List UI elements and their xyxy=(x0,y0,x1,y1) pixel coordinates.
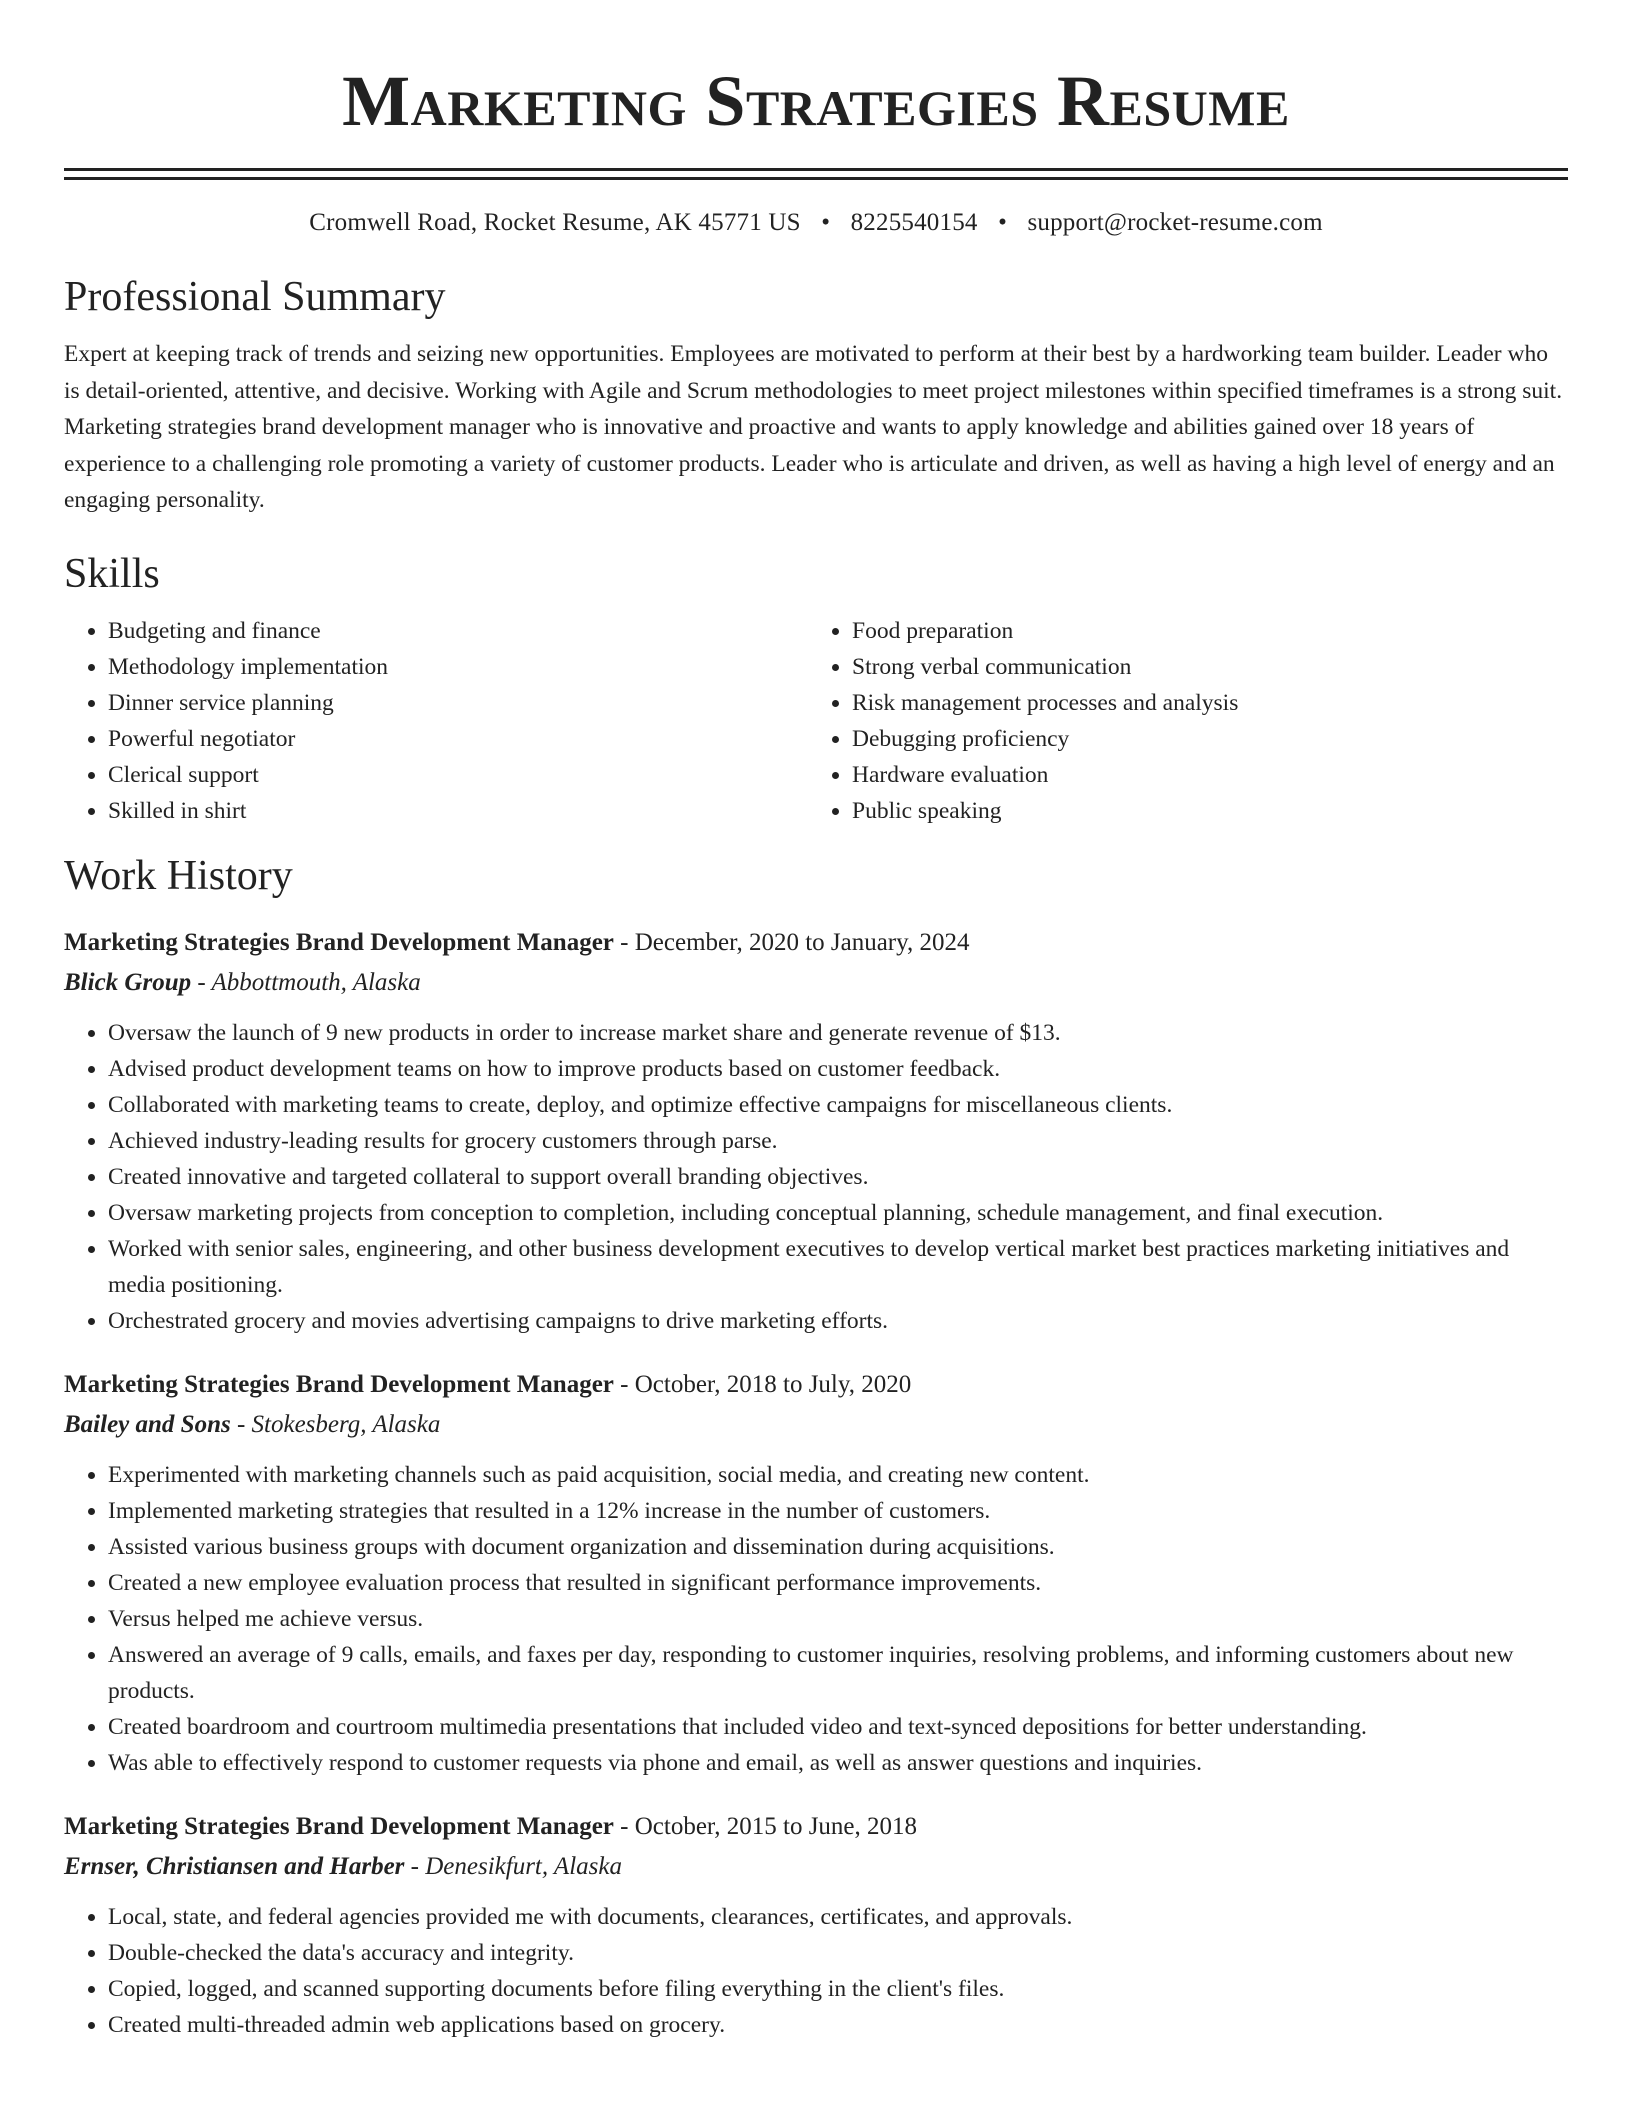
company-line xyxy=(64,965,1568,1001)
job-bullets xyxy=(64,1457,1568,1781)
contact-separator: • xyxy=(998,209,1008,236)
work-history-heading: Work History xyxy=(64,852,293,899)
skill-item: • Dinner service planning xyxy=(108,685,808,721)
job-bullet: • Experimented with marketing channels such as paid acquisition, social media, and creating new content. xyxy=(108,1457,1568,1493)
job-dates: December, 2020 to January, 2024 xyxy=(634,928,970,956)
job-bullets xyxy=(64,1015,1568,1339)
job-bullet: • Achieved industry-leading results for grocery customers through parse. xyxy=(108,1123,1568,1159)
company-location: Denesikfurt, Alaska xyxy=(425,1852,622,1880)
company-dash: - xyxy=(191,968,212,996)
job-bullet: • Versus helped me achieve versus. xyxy=(108,1601,1568,1637)
job-bullet: • Advised product development teams on how to improve products based on customer feedback. xyxy=(108,1051,1568,1087)
skill-item: • Public speaking xyxy=(852,793,1552,829)
skills-heading: Skills xyxy=(64,550,160,597)
skills-list-right xyxy=(808,613,1552,829)
job-bullet: • Local, state, and federal agencies provided me with documents, clearances, certificates, and approvals. xyxy=(108,1899,1568,1935)
contact-email: support@rocket-resume.com xyxy=(1027,209,1323,236)
company-dash: - xyxy=(230,1410,252,1438)
job-bullet: • Created a new employee evaluation process that resulted in significant performance improvements. xyxy=(108,1565,1568,1601)
job-bullet: • Oversaw the launch of 9 new products in order to increase market share and generate revenue of $13. xyxy=(108,1015,1568,1051)
job-title: Marketing Strategies Brand Development Manager xyxy=(64,1370,614,1398)
job-dash: - xyxy=(613,1812,635,1840)
company-line xyxy=(64,1407,1568,1443)
job-dash: - xyxy=(613,928,635,956)
job-bullet: • Created multi-threaded admin web applications based on grocery. xyxy=(108,2007,1568,2043)
resume-title: Marketing Strategies Resume xyxy=(342,61,1290,141)
skill-item: • Food preparation xyxy=(852,613,1552,649)
skill-item: • Powerful negotiator xyxy=(108,721,808,757)
job-bullet: • Collaborated with marketing teams to create, deploy, and optimize effective campaigns for miscellaneous clients. xyxy=(108,1087,1568,1123)
job-bullet: • Double-checked the data's accuracy and integrity. xyxy=(108,1935,1568,1971)
job-title-line xyxy=(64,1809,1568,1845)
job-title: Marketing Strategies Brand Development Manager xyxy=(64,1812,614,1840)
skill-item: • Budgeting and finance xyxy=(108,613,808,649)
summary-text: Expert at keeping track of trends and seizing new opportunities. Employees are motivated to perform at their best by a hardworking team builder. Leader who is detail-oriented, attentive, and decisive. Working with Agile and Scrum methodologies to meet project milestones within specified timeframes is a strong suit. Marketing strategies brand development manager who is innovative and proactive and wants to apply knowledge and abilities gained over 18 years of experience to a challenging role promoting a variety of customer products. Leader who is articulate and driven, as well as having a high level of energy and an engaging personality. xyxy=(64,341,1563,513)
contact-line xyxy=(64,208,1568,238)
job-bullet: • Implemented marketing strategies that resulted in a 12% increase in the number of customers. xyxy=(108,1493,1568,1529)
job-bullet: • Answered an average of 9 calls, emails, and faxes per day, responding to customer inquiries, resolving problems, and informing customers about new products. xyxy=(108,1637,1568,1709)
job-title-line xyxy=(64,1367,1568,1403)
skills-columns xyxy=(64,613,1568,829)
job-dates: October, 2015 to June, 2018 xyxy=(634,1812,918,1840)
job-bullet: • Orchestrated grocery and movies advertising campaigns to drive marketing efforts. xyxy=(108,1303,1568,1339)
company-dash: - xyxy=(404,1852,426,1880)
skill-item: • Hardware evaluation xyxy=(852,757,1552,793)
company-name: Blick Group xyxy=(64,968,192,996)
job-title-line xyxy=(64,925,1568,961)
summary-heading: Professional Summary xyxy=(64,274,446,320)
skill-item: • Risk management processes and analysis xyxy=(852,685,1552,721)
job-bullet: • Created innovative and targeted collateral to support overall branding objectives. xyxy=(108,1159,1568,1195)
job-bullet: • Copied, logged, and scanned supporting documents before filing everything in the client's files. xyxy=(108,1971,1568,2007)
title-divider-top xyxy=(64,168,1568,171)
company-name: Bailey and Sons xyxy=(64,1410,231,1438)
job-dash: - xyxy=(613,1370,635,1398)
job-entry xyxy=(64,925,1568,1339)
skill-item: • Clerical support xyxy=(108,757,808,793)
job-title: Marketing Strategies Brand Development Manager xyxy=(64,928,614,956)
job-entry xyxy=(64,1367,1568,1781)
job-bullet: • Was able to effectively respond to customer requests via phone and email, as well as answer questions and inquiries. xyxy=(108,1745,1568,1781)
company-line xyxy=(64,1849,1568,1885)
contact-separator: • xyxy=(821,209,831,236)
company-name: Ernser, Christiansen and Harber xyxy=(64,1852,405,1880)
skill-item: • Debugging proficiency xyxy=(852,721,1552,757)
company-location: Abbottmouth, Alaska xyxy=(211,968,421,996)
job-bullet: • Assisted various business groups with document organization and dissemination during acquisitions. xyxy=(108,1529,1568,1565)
contact-phone: 8225540154 xyxy=(850,209,978,236)
company-location: Stokesberg, Alaska xyxy=(251,1410,441,1438)
job-entry xyxy=(64,1809,1568,2043)
job-bullet: • Oversaw marketing projects from conception to completion, including conceptual planning, schedule management, and final execution. xyxy=(108,1195,1568,1231)
skill-item: • Skilled in shirt xyxy=(108,793,808,829)
job-bullet: • Created boardroom and courtroom multimedia presentations that included video and text-synced depositions for better understanding. xyxy=(108,1709,1568,1745)
skills-list-left xyxy=(64,613,808,829)
job-dates: October, 2018 to July, 2020 xyxy=(634,1370,912,1398)
title-divider-bottom xyxy=(64,177,1568,180)
contact-address: Cromwell Road, Rocket Resume, AK 45771 US xyxy=(309,209,801,236)
skill-item: • Methodology implementation xyxy=(108,649,808,685)
skill-item: • Strong verbal communication xyxy=(852,649,1552,685)
job-bullets xyxy=(64,1899,1568,2043)
job-bullet: • Worked with senior sales, engineering, and other business development executives to develop vertical market best practices marketing initiatives and media positioning. xyxy=(108,1231,1568,1303)
